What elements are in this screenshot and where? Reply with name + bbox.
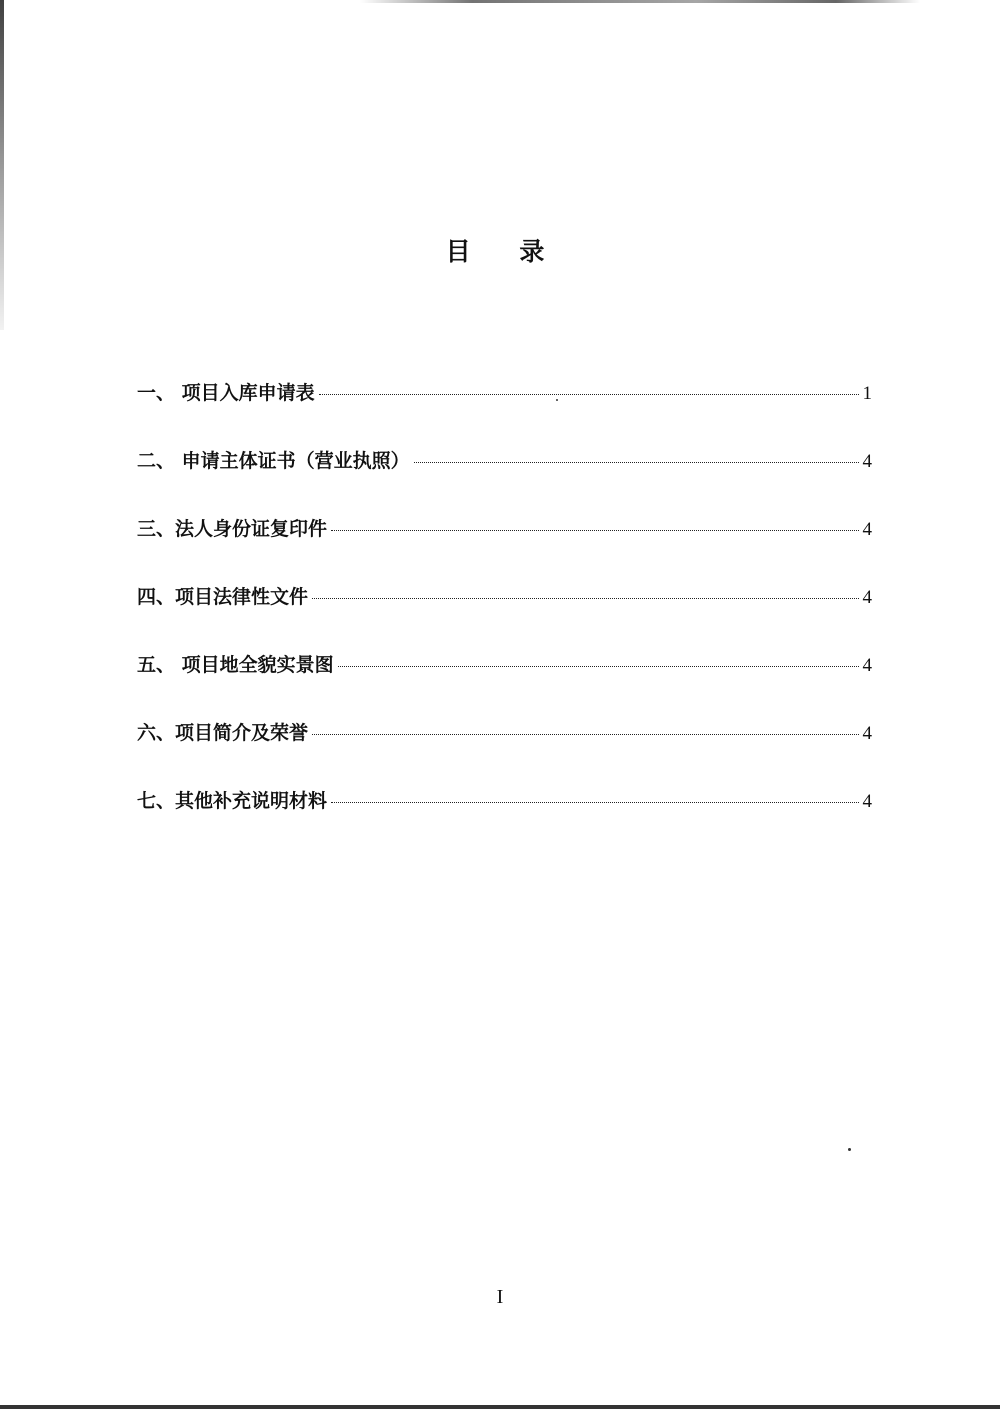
toc-entry[interactable]	[137, 446, 872, 514]
toc-entry-label: 二、 申请主体证书（营业执照）	[137, 450, 410, 472]
toc-entry-page: 4	[862, 519, 872, 540]
scan-edge-bottom	[0, 1405, 1000, 1409]
toc-entry-page: 1	[862, 383, 872, 404]
toc-entry-label: 七、其他补充说明材料	[137, 790, 328, 812]
toc-entry[interactable]	[137, 650, 872, 718]
toc-entry-label: 五、 项目地全貌实景图	[137, 654, 334, 676]
page-title: 目 录	[445, 237, 565, 266]
table-of-contents	[137, 378, 872, 854]
scan-edge-left	[0, 0, 4, 330]
toc-entry[interactable]	[137, 718, 872, 786]
page-number: I	[496, 1286, 504, 1308]
toc-entry-page: 4	[862, 655, 872, 676]
toc-dot-leader	[319, 394, 859, 395]
toc-dot-leader	[331, 530, 859, 531]
toc-entry-label: 六、项目简介及荣誉	[137, 722, 309, 744]
toc-entry-page: 4	[862, 451, 872, 472]
toc-dot-leader	[331, 802, 859, 803]
toc-entry-label: 四、项目法律性文件	[137, 586, 309, 608]
scan-speck	[556, 399, 558, 401]
toc-dot-leader	[338, 666, 859, 667]
toc-entry[interactable]	[137, 786, 872, 854]
scan-speck	[848, 1148, 851, 1151]
toc-entry[interactable]	[137, 514, 872, 582]
toc-entry-label: 三、法人身份证复印件	[137, 518, 328, 540]
toc-dot-leader	[414, 462, 859, 463]
toc-entry-page: 4	[862, 587, 872, 608]
toc-dot-leader	[312, 598, 859, 599]
toc-entry[interactable]	[137, 582, 872, 650]
toc-entry-page: 4	[862, 723, 872, 744]
toc-entry-page: 4	[862, 791, 872, 812]
toc-dot-leader	[312, 734, 859, 735]
scan-edge-top	[360, 0, 920, 3]
toc-entry-label: 一、 项目入库申请表	[137, 382, 315, 404]
toc-entry[interactable]	[137, 378, 872, 446]
